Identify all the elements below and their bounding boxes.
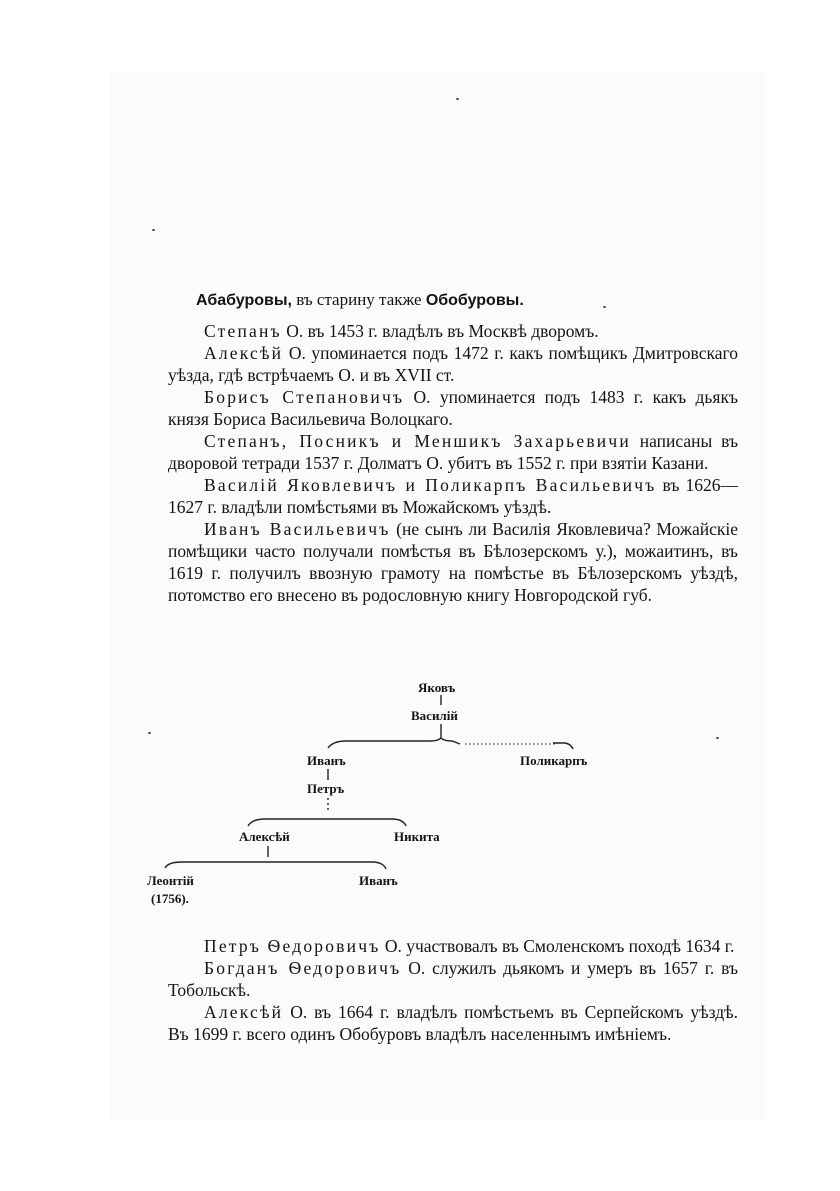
person-name: Василій Яковлевичъ и Поликарпъ Васильевичъ [204, 475, 657, 495]
tree-node-polikarp: Поликарпъ [520, 753, 588, 768]
tree-node-petr: Петръ [307, 781, 345, 796]
tree-node-yakov: Яковъ [418, 680, 456, 695]
paragraph-text: написаны въ дворовой тетради 1537 г. Долматъ О. убитъ въ 1552 г. при взятіи Казани. [168, 431, 738, 473]
paragraph-text: О. упоминается подъ 1483 г. какъ дьякъ князя Бориса Васильевича Волоцкаго. [168, 387, 739, 429]
person-name: Степанъ [204, 321, 282, 341]
tree-node-leontiy: Леонтій [147, 873, 194, 888]
paragraph-text: (не сынъ ли Василія Яковлевича? Можайскіе помѣщики часто получали помѣстья въ Бѣлозерскомъ у.), можаитинъ, въ 1619 г. получилъ ввозную грамоту на помѣстье въ Бѣлозерскомъ уѣздѣ, потомство его внесено въ родословную книгу Новгородской губ. [168, 519, 738, 605]
paragraph-text: О. упоминается подъ 1472 г. какъ помѣщикъ Дмитровскаго уѣзда, гдѣ встрѣчаемъ О. и въ XVII ст. [168, 343, 738, 385]
paragraph-text: О. участвовалъ въ Смоленскомъ походѣ 1634 г. [380, 936, 735, 956]
person-name: Иванъ Васильевичъ [204, 519, 391, 539]
person-name: Алексѣй [204, 343, 284, 363]
paragraph [168, 957, 738, 1001]
tree-line [553, 743, 573, 749]
tree-node-ivan: Иванъ [307, 753, 346, 768]
heading-surname: Абабуровы, [196, 292, 292, 309]
heading-alt-surname: Обобуровы. [425, 292, 524, 309]
person-name: Алексѣй [204, 1002, 284, 1022]
tree-line [328, 738, 460, 748]
paragraph [168, 1001, 738, 1045]
paragraph-text: О. служилъ дьякомъ и умеръ въ 1657 г. въ Тобольскѣ. [168, 958, 738, 1000]
paragraph-text: О. въ 1453 г. владѣлъ въ Москвѣ дворомъ. [281, 321, 599, 341]
tree-node-ivan-2: Иванъ [359, 873, 398, 888]
tree-node-nikita: Никита [394, 829, 440, 844]
person-name: Борисъ Степановичъ [204, 387, 405, 407]
paragraph-text: О. въ 1664 г. владѣлъ помѣстьемъ въ Серпейскомъ уѣздѣ. Въ 1699 г. всего одинъ Обобуровъ владѣлъ населеннымъ имѣніемъ. [168, 1002, 738, 1044]
person-name: Богданъ Ѳедоровичъ [204, 958, 402, 978]
tree-node-leontiy-year: (1756). [151, 891, 189, 906]
heading-middle: въ старину также [291, 290, 426, 309]
tree-line [248, 819, 406, 826]
body-text-bottom [168, 935, 738, 1045]
person-name: Степанъ, Посникъ и Меншикъ Захарьевичи [204, 431, 631, 451]
tree-node-aleksey: Алексѣй [239, 829, 290, 844]
person-name: Петръ Ѳедоровичъ [204, 936, 381, 956]
paragraph-text: въ 1626—1627 г. владѣли помѣстьями въ Можайскомъ уѣздѣ. [168, 475, 738, 517]
paragraph [168, 935, 738, 957]
tree-node-vasiliy: Василій [411, 708, 458, 723]
tree-line [165, 862, 386, 869]
